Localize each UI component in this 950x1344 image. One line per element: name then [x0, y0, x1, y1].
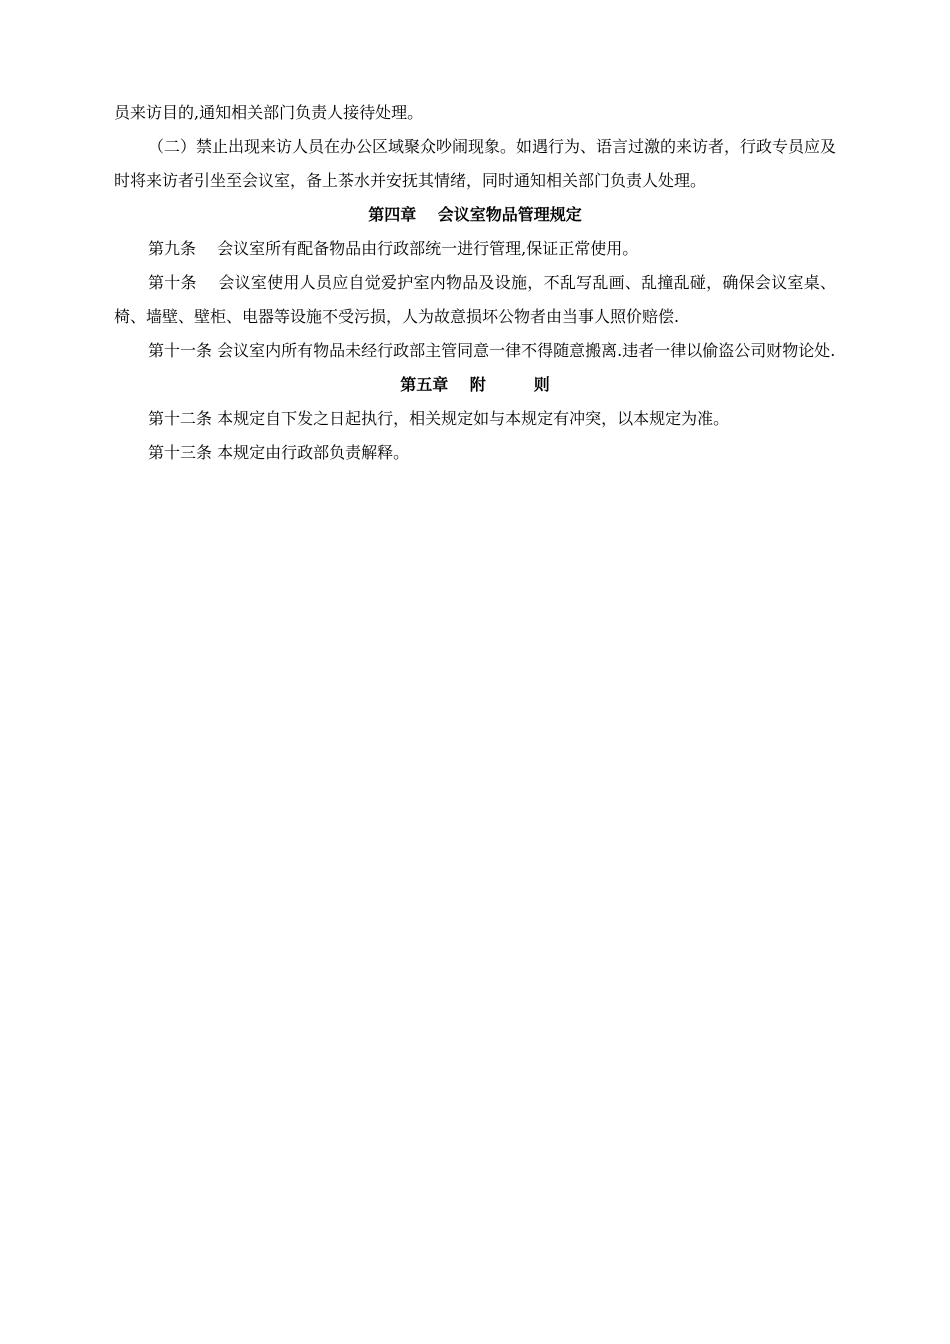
article-13-label: 第十三条 [148, 443, 213, 462]
paragraph-item-2: （二）禁止出现来访人员在办公区域聚众吵闹现象。如遇行为、语言过激的来访者，行政专员应及时将来访者引坐至会议室，备上茶水并安抚其情绪，同时通知相关部门负责人处理。 [114, 137, 837, 190]
article-13 [114, 436, 836, 470]
article-10 [114, 266, 836, 334]
article-10-text: 会议室使用人员应自觉爱护室内物品及设施，不乱写乱画、乱撞乱碰，确保会议室桌、椅、墙壁、壁柜、电器等设施不受污损，人为故意损坏公物者由当事人照价赔偿. [114, 273, 836, 326]
article-9 [114, 232, 836, 266]
paragraph-continuation: 员来访目的,通知相关部门负责人接待处理。 [114, 103, 424, 122]
chapter-5-heading: 第五章 附 则 [400, 375, 550, 394]
article-11-text: 会议室内所有物品未经行政部主管同意一律不得随意搬离.违者一律以偷盗公司财物论处. [217, 341, 836, 360]
article-11 [114, 334, 836, 368]
article-10-label: 第十条 [148, 273, 197, 292]
article-12-label: 第十二条 [148, 409, 213, 428]
article-9-text: 会议室所有配备物品由行政部统一进行管理,保证正常使用。 [217, 239, 639, 258]
article-9-label: 第九条 [148, 239, 197, 258]
document-page [114, 96, 836, 470]
chapter-4-heading: 第四章 会议室物品管理规定 [368, 205, 582, 224]
article-12-text: 本规定自下发之日起执行，相关规定如与本规定有冲突，以本规定为准。 [217, 409, 730, 428]
article-13-text: 本规定由行政部负责解释。 [217, 443, 410, 462]
article-11-label: 第十一条 [148, 341, 213, 360]
article-12 [114, 402, 836, 436]
